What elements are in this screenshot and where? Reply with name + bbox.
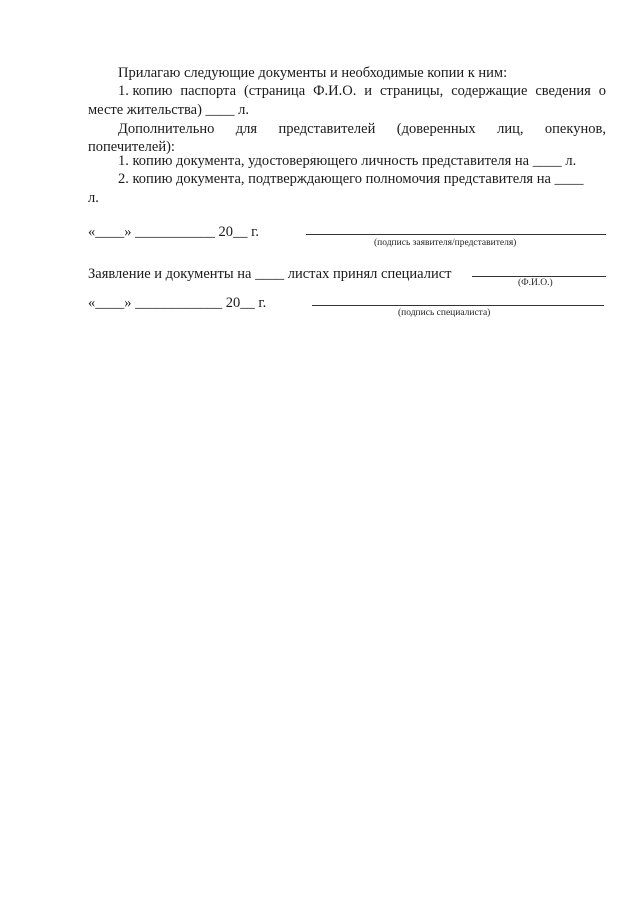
word: и	[364, 83, 373, 99]
acceptance-text: Заявление и документы на ____ листах принял специалист	[88, 266, 452, 282]
specialist-signature-caption: (подпись специалиста)	[398, 308, 491, 318]
word: опекунов,	[544, 121, 606, 137]
word: сведения	[535, 83, 591, 99]
word: 1. копию	[118, 83, 173, 99]
rep-item1: 1. копию документа, удостоверяющего личность представителя на ____ л.	[118, 153, 577, 169]
word: Ф.И.О.	[313, 83, 357, 99]
word: Дополнительно	[118, 121, 215, 137]
word: о	[598, 83, 606, 99]
additional-reps-line2: попечителей):	[88, 139, 175, 155]
word: лиц,	[497, 121, 524, 137]
applicant-signature-line	[306, 234, 606, 235]
applicant-date: «____» ___________ 20__ г.	[88, 224, 260, 240]
word: (страница	[243, 83, 306, 99]
word: содержащие	[451, 83, 528, 99]
rep-item2-line1: 2. копию документа, подтверждающего полномочия представителя на ____	[118, 171, 584, 187]
word: представителей	[278, 121, 376, 137]
word: паспорта	[180, 83, 237, 99]
rep-item2-line2: л.	[88, 190, 99, 206]
specialist-signature-line	[312, 305, 604, 306]
specialist-name-line	[472, 276, 606, 277]
acceptance-date: «____» ____________ 20__ г.	[88, 295, 267, 311]
additional-reps-line1	[118, 120, 606, 138]
applicant-signature-caption: (подпись заявителя/представителя)	[374, 238, 517, 248]
intro-line: Прилагаю следующие документы и необходимые копии к ним:	[118, 65, 508, 81]
word: страницы,	[380, 83, 444, 99]
specialist-name-caption: (Ф.И.О.)	[518, 278, 553, 288]
word: для	[235, 121, 258, 137]
item1-line2: месте жительства) ____ л.	[88, 102, 250, 118]
word: (доверенных	[396, 121, 476, 137]
item1-line1	[118, 82, 606, 100]
